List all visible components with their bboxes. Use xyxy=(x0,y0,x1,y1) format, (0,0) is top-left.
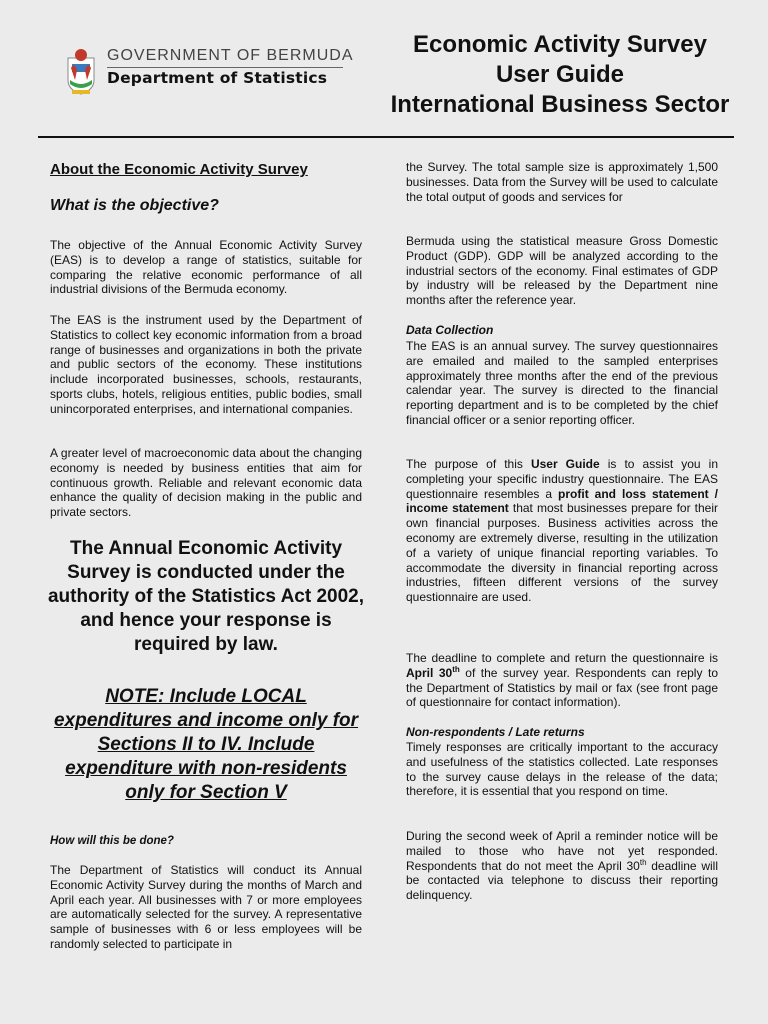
sample-paragraph: the Survey. The total sample size is approximately 1,500 businesses. Data from the Survey will be used to calculate the total output of goods and services for xyxy=(406,160,718,204)
department-name: Department of Statistics xyxy=(107,69,328,87)
ordinal: th xyxy=(452,664,460,674)
note-statement: NOTE: Include LOCAL expenditures and income only for Sections II to IV. Include expenditure with non-residents only for Section V xyxy=(53,686,359,803)
department-logo xyxy=(62,44,352,100)
org-name: GOVERNMENT OF BERMUDA xyxy=(107,47,354,64)
data-collection-paragraph: The EAS is an annual survey. The survey questionnaires are emailed and mailed to the sampled enterprises approximately three months after the end of the previous calendar year. The survey is directed to the financial reporting department and is to be completed by the chief financial officer or a senior reporting officer. xyxy=(406,339,718,427)
divider xyxy=(107,67,343,68)
how-heading: How will this be done? xyxy=(50,835,174,847)
text: The purpose of this xyxy=(406,457,531,471)
gdp-paragraph: Bermuda using the statistical measure Gross Domestic Product (GDP). GDP will be analyzed according to the industrial sectors of the economy. Final estimates of GDP by industry will be released by the Department nine months after the reference year. xyxy=(406,234,718,308)
text: deadline will be contacted via telephone to discuss their reporting delinquency. xyxy=(406,858,718,903)
text: is to assist you in completing your specific industry questionnaire. The EAS questionnaire resembles a xyxy=(406,457,718,501)
text: of the survey year. Respondents can reply to the Department of Statistics by mail or fax (see front page of questionnaire for contact information). xyxy=(406,665,718,710)
text: April 30 xyxy=(406,665,453,680)
authority-statement: The Annual Economic Activity Survey is conducted under the authority of the Statistics Act 2002, and hence your response is required by law. xyxy=(47,538,365,655)
title-line: User Guide xyxy=(495,61,625,88)
reminder-paragraph xyxy=(406,829,718,903)
deadline-paragraph xyxy=(406,651,718,710)
title-line: International Business Sector xyxy=(390,91,730,118)
header-divider xyxy=(38,136,734,138)
deadline-date xyxy=(406,666,460,680)
document-title xyxy=(380,30,740,120)
eas-paragraph: The EAS is the instrument used by the Department of Statistics to collect key economic information from a broad range of businesses and organizations in both the private and public sectors of the economy. These institutions include incorporated businesses, schools, restaurants, sports clubs, hotels, religious entities, public bodies, small unincorporated enterprises, and international companies. xyxy=(50,313,362,416)
text: During the second week of April a reminder notice will be mailed to those who have not yet responded. Respondents that do not meet the April 30 xyxy=(406,829,718,873)
title-line: Economic Activity Survey xyxy=(413,31,707,58)
statement-emphasis: profit and loss statement / income statement xyxy=(406,486,718,516)
late-returns-paragraph: Timely responses are critically important to the accuracy and usefulness of the statistics collected. Late responses to the survey cause delays in the release of the data; therefore, it is essential that you respond on time. xyxy=(406,740,718,799)
bermuda-crest-icon xyxy=(66,46,96,96)
late-returns-heading: Non-respondents / Late returns xyxy=(406,725,585,739)
how-paragraph: The Department of Statistics will conduct its Annual Economic Activity Survey during the months of March and April each year. All businesses with 7 or more employees are automatically selected for the survey. A representative sample of businesses with 6 or less employees will be randomly selected to participate in xyxy=(50,863,362,951)
macroeconomic-paragraph: A greater level of macroeconomic data about the changing economy is needed by business entities that aim for continuous growth. Reliable and relevant economic data enhance the quality of decision making in the public and private sectors. xyxy=(50,446,362,520)
objective-heading: What is the objective? xyxy=(50,197,219,214)
ordinal: th xyxy=(639,857,647,867)
objective-paragraph: The objective of the Annual Economic Activity Survey (EAS) is to develop a range of statistics, suitable for comparing the relative economic performance of all industrial divisions of the Bermuda economy. xyxy=(50,238,362,297)
text: The deadline to complete and return the questionnaire is xyxy=(406,651,718,665)
user-guide-emphasis: User Guide xyxy=(530,457,600,471)
purpose-paragraph xyxy=(406,457,718,605)
text: that most businesses prepare for their own financial purposes. Business activities across the economy are extremely diverse, resulting in the utilization of a variety of unique financial reporting variables. To accommodate the diversity in financial reporting across industries, fifteen different versions of the survey questionnaire are used. xyxy=(406,501,718,605)
section-heading: About the Economic Activity Survey xyxy=(50,161,308,178)
data-collection-heading: Data Collection xyxy=(406,323,494,337)
